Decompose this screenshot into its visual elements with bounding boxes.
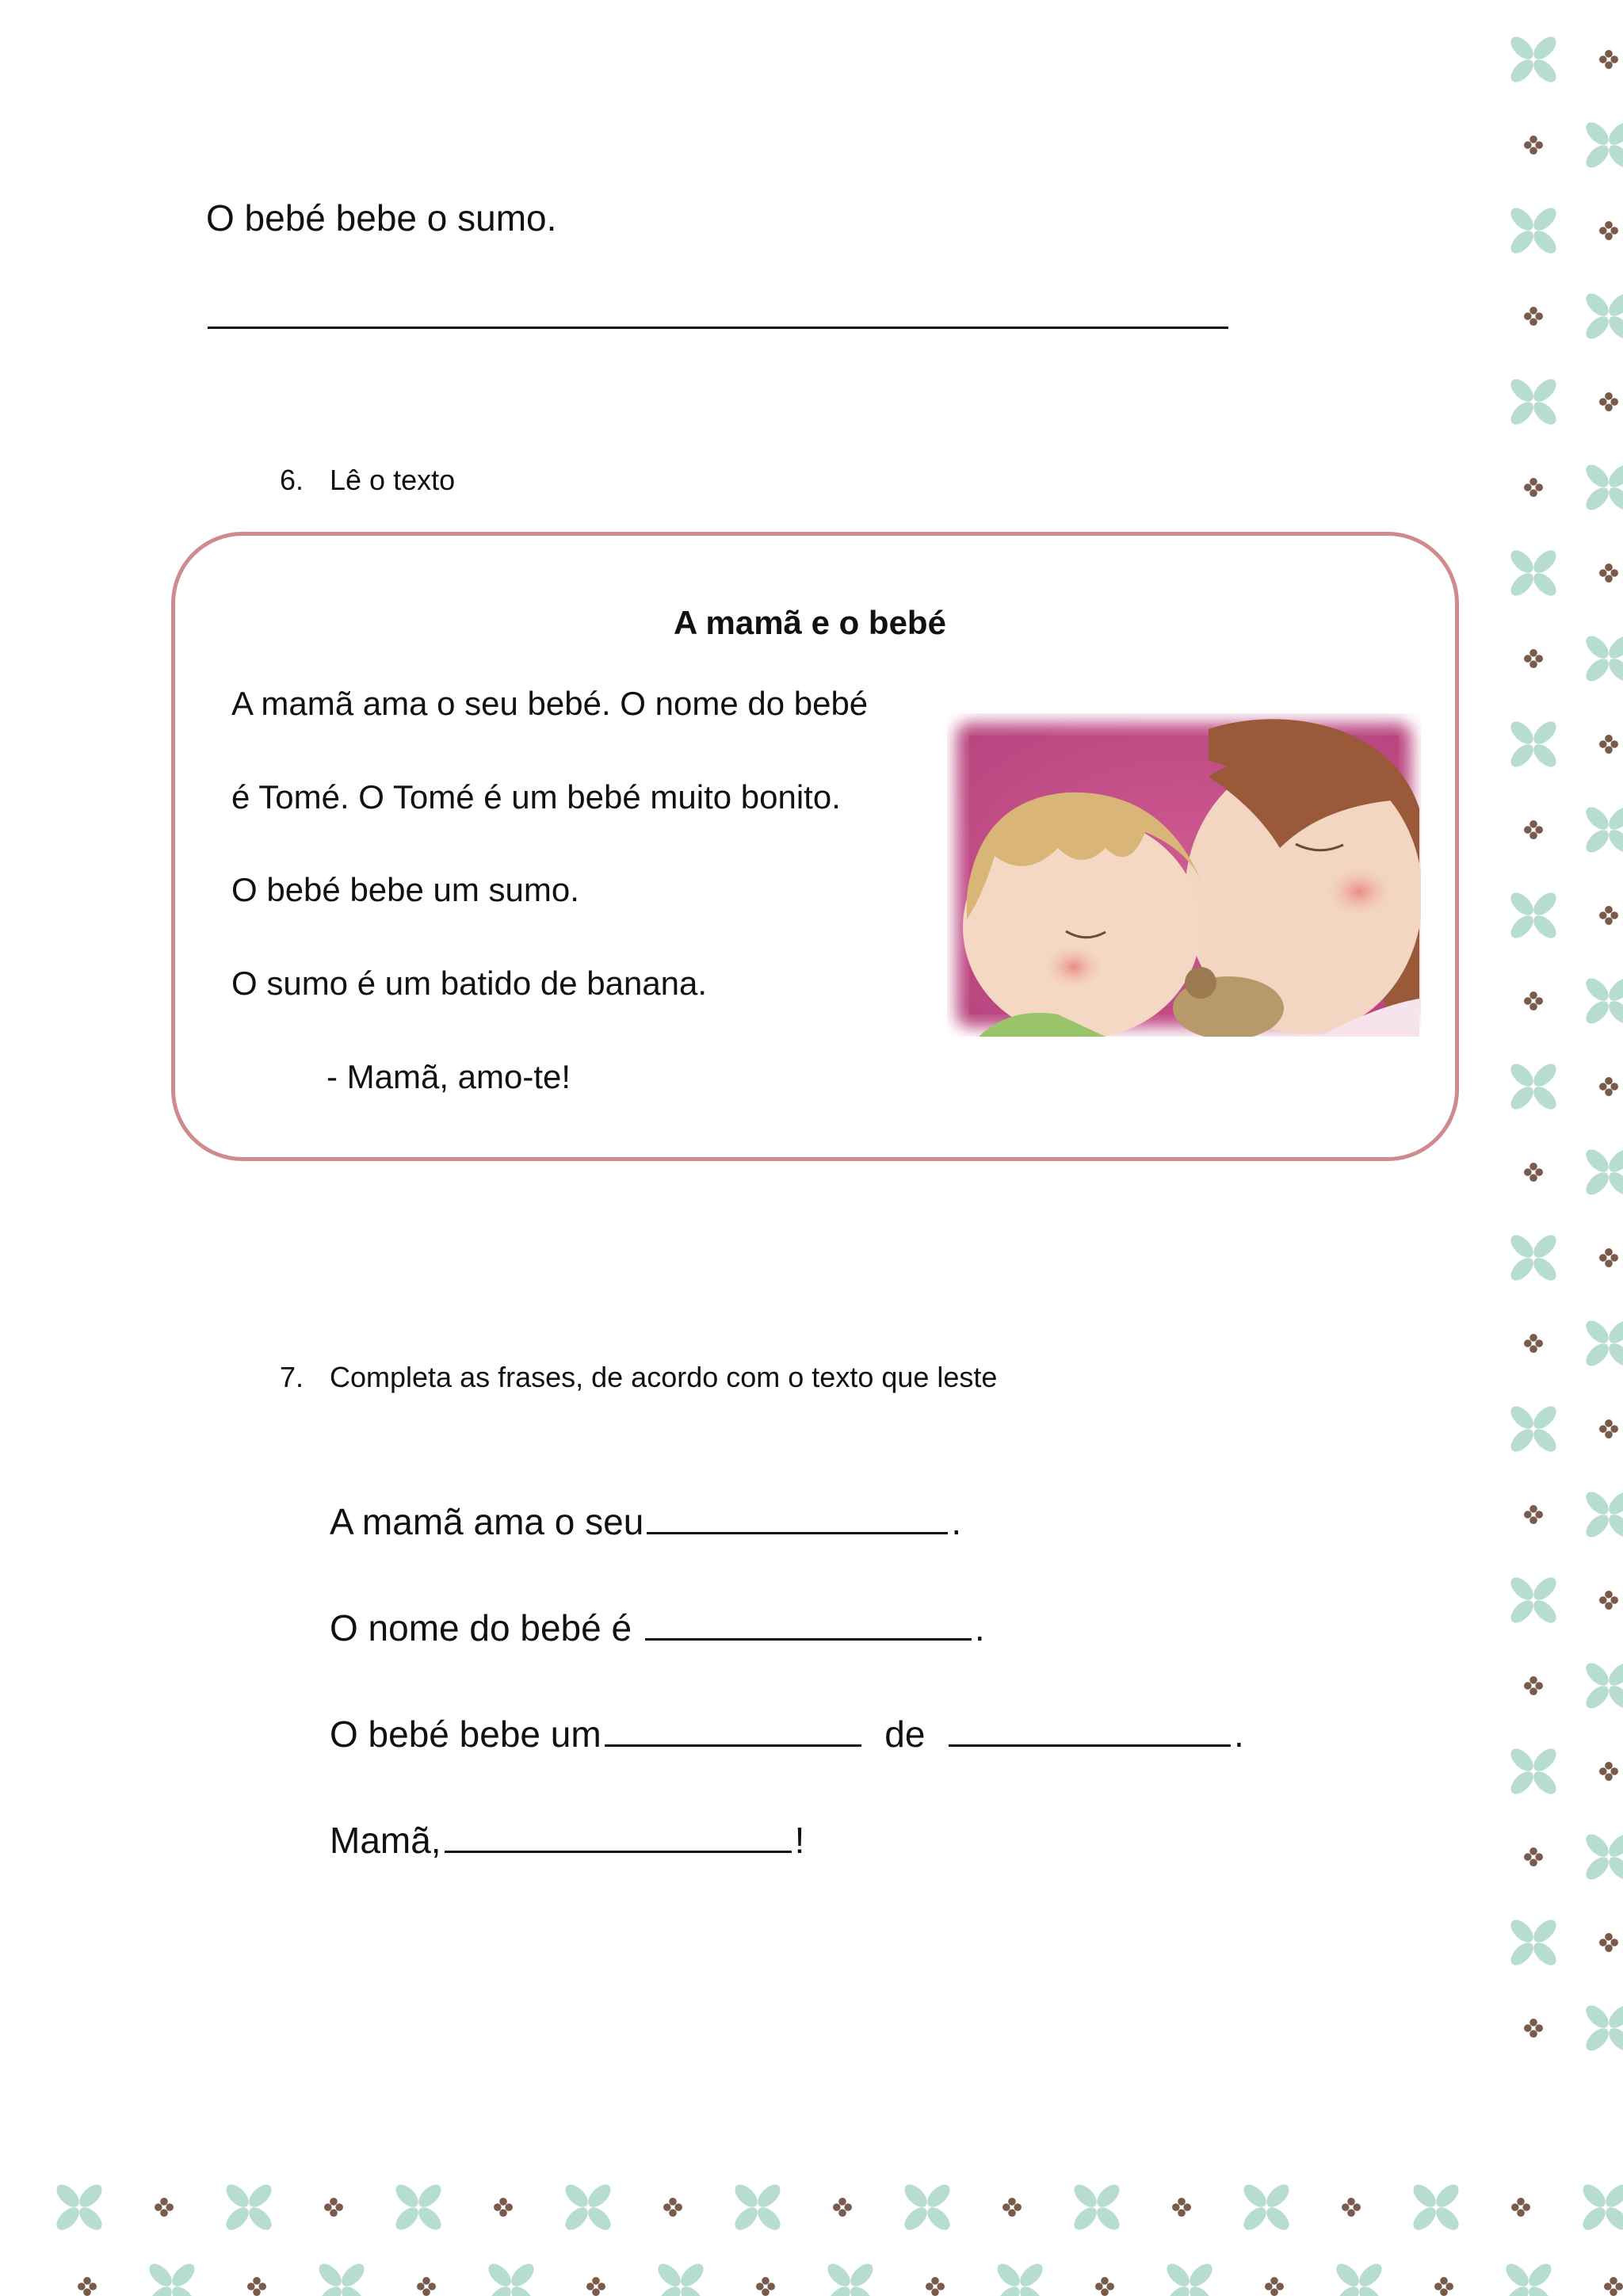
clover-motif (247, 2277, 266, 2296)
leaf-motif (1579, 2180, 1623, 2233)
clover-motif (926, 2277, 945, 2296)
leaf-motif (1582, 1316, 1623, 1370)
clover-motif (1172, 2198, 1191, 2217)
fill-blank-2[interactable] (645, 1606, 972, 1641)
clover-motif (1524, 649, 1543, 668)
leaf-motif (145, 2260, 198, 2296)
clover-motif (1599, 1077, 1618, 1096)
clover-motif (1599, 1248, 1618, 1267)
fill-sentence-3-text: O bebé bebe um (330, 1713, 601, 1755)
story-line-3: O bebé bebe um sumo. (231, 871, 579, 908)
leaf-motif (1409, 2180, 1462, 2233)
leaf-motif (1507, 1231, 1560, 1284)
clover-motif (1599, 1419, 1618, 1438)
fill-sentence-1-end: . (951, 1501, 962, 1542)
fill-sentence-1-text: A mamã ama o seu (330, 1501, 644, 1542)
clover-motif (1599, 1762, 1618, 1781)
clover-motif (1524, 307, 1543, 326)
leaf-motif (1507, 32, 1560, 86)
leaf-motif (1502, 2260, 1555, 2296)
clover-motif (1524, 1334, 1543, 1353)
clover-motif (1599, 1933, 1618, 1952)
clover-motif (324, 2198, 343, 2217)
leaf-motif (1507, 375, 1560, 428)
leaf-motif (1582, 289, 1623, 342)
clover-motif (155, 2198, 174, 2217)
clover-motif (1524, 1505, 1543, 1524)
story-line-5: - Mamã, amo-te! (327, 1058, 571, 1095)
leaf-motif (1582, 1659, 1623, 1712)
clover-motif (1524, 991, 1543, 1010)
q7-number: 7. (280, 1361, 304, 1393)
q7-text: Completa as frases, de acordo com o texto que leste (330, 1361, 998, 1393)
leaf-motif (1163, 2260, 1216, 2296)
fill-sentence-1 (330, 1500, 961, 1543)
clover-motif (1095, 2277, 1114, 2296)
leaf-motif (222, 2180, 275, 2233)
fill-sentence-4-text: Mamã, (330, 1820, 441, 1861)
leaf-motif (1507, 1916, 1560, 1969)
clover-motif (1599, 906, 1618, 925)
fill-sentence-2-end: . (974, 1607, 985, 1648)
leaf-motif (1582, 1145, 1623, 1198)
clover-motif (1002, 2198, 1022, 2217)
leaf-motif (1582, 1830, 1623, 1883)
leaf-motif (1332, 2260, 1385, 2296)
fill-blank-1[interactable] (647, 1500, 948, 1534)
leaf-motif (1582, 803, 1623, 856)
answer-line[interactable] (208, 327, 1228, 329)
clover-motif (1524, 820, 1543, 839)
fill-sentence-2-text: O nome do bebé é (330, 1607, 632, 1648)
clover-motif (1265, 2277, 1284, 2296)
leaf-motif (1507, 717, 1560, 770)
clover-motif (833, 2198, 852, 2217)
q6-text: Lê o texto (330, 464, 456, 496)
clover-motif (1524, 478, 1543, 497)
mother-baby-illustration (947, 713, 1421, 1037)
leaf-motif (993, 2260, 1046, 2296)
clover-motif (663, 2198, 682, 2217)
clover-motif (78, 2277, 97, 2296)
leaf-motif (1582, 632, 1623, 685)
q6-number: 6. (280, 464, 304, 496)
story-line-4: O sumo é um batido de banana. (231, 965, 708, 1002)
leaf-motif (1507, 888, 1560, 942)
fill-sentence-3 (330, 1713, 1244, 1755)
clover-motif (1524, 1163, 1543, 1182)
clover-motif (1599, 1591, 1618, 1610)
story-line-1: A mamã ama o seu bebé. O nome do bebé (231, 685, 869, 722)
fill-sentence-4 (330, 1819, 804, 1862)
leaf-motif (1582, 1488, 1623, 1541)
leaf-motif (484, 2260, 537, 2296)
clover-motif (586, 2277, 605, 2296)
clover-motif (494, 2198, 513, 2217)
story-title (0, 604, 1623, 642)
leaf-motif (1582, 2001, 1623, 2054)
clover-motif (1604, 2277, 1623, 2296)
leaf-motif (1507, 204, 1560, 257)
floral-border-bottom (0, 2172, 1623, 2296)
fill-sentence-4-end: ! (794, 1820, 805, 1861)
clover-motif (1524, 1847, 1543, 1866)
fill-sentence-3-mid: de (884, 1713, 926, 1755)
fill-blank-4[interactable] (445, 1819, 792, 1853)
leaf-motif (1507, 1744, 1560, 1797)
fill-blank-3b[interactable] (949, 1713, 1231, 1747)
clover-motif (1599, 735, 1618, 754)
clover-motif (1524, 2019, 1543, 2038)
story-title-text: A mamã e o bebé (674, 604, 946, 641)
leaf-motif (654, 2260, 707, 2296)
clover-motif (1434, 2277, 1453, 2296)
leaf-motif (391, 2180, 445, 2233)
leaf-motif (900, 2180, 953, 2233)
leaf-motif (1507, 1402, 1560, 1455)
clover-motif (1524, 1676, 1543, 1695)
fill-blank-3a[interactable] (605, 1713, 861, 1747)
leaf-motif (561, 2180, 614, 2233)
clover-motif (1511, 2198, 1530, 2217)
leaf-motif (731, 2180, 784, 2233)
leaf-motif (1582, 974, 1623, 1027)
clover-motif (756, 2277, 775, 2296)
fill-sentence-3-end: . (1233, 1713, 1244, 1755)
clover-motif (1342, 2198, 1361, 2217)
leaf-motif (1507, 1573, 1560, 1626)
leaf-motif (1582, 118, 1623, 171)
clover-motif (1524, 136, 1543, 155)
leaf-motif (1507, 546, 1560, 599)
clover-motif (1599, 563, 1618, 583)
story-line-2: é Tomé. O Tomé é um bebé muito bonito. (231, 778, 841, 816)
leaf-motif (823, 2260, 876, 2296)
leaf-motif (315, 2260, 368, 2296)
fill-sentence-2 (330, 1606, 985, 1649)
leaf-motif (52, 2180, 105, 2233)
example-sentence: O bebé bebe o sumo. (206, 197, 557, 239)
floral-border-right (1498, 0, 1623, 2187)
clover-motif (1599, 221, 1618, 240)
clover-motif (1599, 392, 1618, 411)
leaf-motif (1507, 1060, 1560, 1113)
clover-motif (1599, 50, 1618, 69)
leaf-motif (1239, 2180, 1293, 2233)
leaf-motif (1582, 460, 1623, 514)
clover-motif (417, 2277, 436, 2296)
leaf-motif (1070, 2180, 1123, 2233)
